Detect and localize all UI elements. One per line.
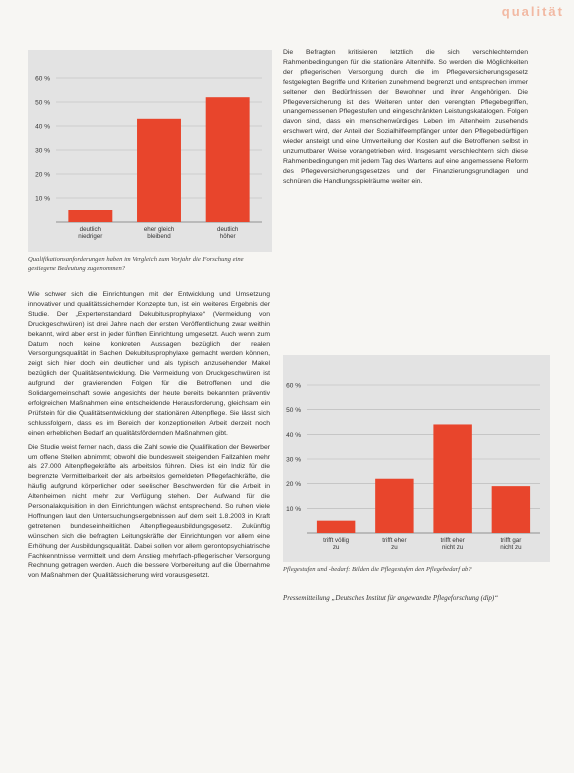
x-category-label: trifft eher zu	[382, 537, 407, 551]
y-tick-label: 40 %	[35, 123, 50, 131]
right-text-column	[283, 48, 528, 191]
chart-2-caption: Pflegestufen und -bedarf: Bilden die Pflegestufen den Pflegebedarf ab?	[283, 566, 472, 573]
bar	[375, 479, 413, 533]
bar	[317, 521, 355, 533]
x-category-label: eher gleich bleibend	[143, 226, 175, 240]
chart-2-svg	[283, 355, 550, 562]
left-text-column	[28, 290, 270, 585]
bar	[492, 486, 530, 533]
y-tick-label: 10 %	[35, 195, 50, 203]
bar-chart-qualification	[28, 50, 272, 252]
x-category-label: deutlich höher	[217, 226, 239, 240]
y-tick-label: 50 %	[286, 407, 301, 415]
y-tick-label: 20 %	[286, 481, 301, 489]
y-tick-label: 10 %	[286, 505, 301, 513]
bar	[433, 424, 471, 533]
y-tick-label: 30 %	[286, 456, 301, 464]
x-category-label: trifft gar nicht zu	[500, 537, 522, 551]
bar	[137, 119, 181, 222]
x-category-label: deutlich niedriger	[78, 226, 103, 240]
source-line: Pressemitteilung „Deutsches Institut für angewandte Pflegeforschung (dip)“	[283, 594, 499, 602]
y-tick-label: 30 %	[35, 147, 50, 155]
bar	[206, 97, 250, 222]
x-category-label: trifft eher nicht zu	[440, 537, 465, 551]
y-tick-label: 60 %	[286, 382, 301, 390]
paragraph: Wie schwer sich die Einrichtungen mit der Entwicklung und Umsetzung innovativer und qualitätssichernder Konzepte tun, ist ein weiteres Ergebnis der Studie. Der „Expertenstandard Dekubitusprophylaxe“ (Vermeidung von Druckgeschwüren) ist drei Jahre nach der ersten Veröffentlichung zwar weithin bekannt, wird aber erst in jeder fünften Einrichtung umgesetzt. Auch wenn zum Datum noch keine konkreten Aussagen bezüglich der realen Versorgungsqualität in Sachen Dekubitusprophylaxe gemacht werden können, zeigt sich hier doch ein deutlicher und als typisch anzusehender Makel bezüglich der Qualitätsentwicklung. Die Vermeidung von Druckgeschwüren ist aufgrund der gravierenden Folgen für die Betroffenen und die Solidargemeinschaft sowie angesichts der heute bereits bekannten präventiv erfolgreichen Maßnahmen eine entscheidende Herausforderung, gleichsam ein Prüfstein für die Qualitätsentwicklung der stationären Altenpflege. Sie lässt sich schlussfolgern, dass es im Bereich der konzeptionellen Arbeit derzeit noch einen erheblichen Bedarf an qualitätsfördernden Maßnahmen gibt.	[28, 291, 270, 437]
chart-1-svg	[28, 50, 272, 252]
bar-chart-care-levels	[283, 355, 550, 562]
running-head: qualität	[501, 4, 564, 19]
x-category-label: trifft völlig zu	[323, 537, 350, 551]
y-tick-label: 60 %	[35, 75, 50, 83]
y-tick-label: 40 %	[286, 431, 301, 439]
chart-1-caption: Qualifikationsanforderungen haben im Vergleich zum Vorjahr die Forschung eine gestiegene Bedeutung zugenommen?	[28, 256, 244, 272]
y-tick-label: 20 %	[35, 171, 50, 179]
y-tick-label: 50 %	[35, 99, 50, 107]
bar	[68, 210, 112, 222]
paragraph: Die Studie weist ferner nach, dass die Zahl sowie die Qualifikation der Bewerber um offene Stellen abnimmt; obwohl die bundesweit steigenden Fallzahlen mehr als 27.000 Altenpflegekräfte als arbeitslos führen. Dies ist ein Indiz für die begrenzte Vermittelbarkeit der als arbeitslos gemeldeten Pflegefachkräfte, die häufig aufgrund körperlicher oder seelischer Beschwerden für die Arbeit in Altenheimen nicht mehr zur Verfügung stehen. Der Aufwand für die Personalakquisition in den Einrichtungen wächst entsprechend. So ruhen viele Hoffnungen laut den Untersuchungsergebnissen auf dem seit 1.8.2003 in Kraft getretenen bundeseinheitlichen Altenpflegeausbildungsgesetz. Zukünftig wünschen sich die befragten Leitungskräfte der Einrichtungen vor allem eine Erhöhung der Ausbildungsqualität. Dabei sollen vor allem gerontopsychiatrische Fachkenntnisse vermittelt und dem Anstieg mehrfach-pflegerischer Versorgung Rechnung getragen werden. Auch die bessere Vorbereitung auf die Übernahme von Maßnahmen der Qualitätssicherung wird vorausgesetzt.	[28, 443, 270, 580]
paragraph: Die Befragten kritisieren letztlich die sich verschlechternden Rahmenbedingungen für die stationäre Altenhilfe. So werden die Möglichkeiten der pflegerischen Versorgung durch die im Pflegeversicherungsgesetz festgelegten Begriffe und Kriterien zunehmend begrenzt und entsprechen immer seltener den Bedürfnissen der Bewohner und ihrer Angehörigen. Die Pflegeversicherung ist des Weiteren unter den verengten Pflegebegriffen, unangemessenen Pflegestufen und eingeschränkten Leistungskatalogen. Folgen davon sind, dass ein menschenwürdiges Leben im Altenheim zusehends erschwert wird, der Anteil der Sozialhilfeempfänger unter den Pflegebedürftigen wieder ansteigt und eine Umverteilung der Kosten auf die Betroffenen selbst in unzumutbarer Weise vorangetrieben wird. Insgesamt verschlechtern sich diese Rahmenbedingungen mit jedem Tag des Wartens auf eine angemessene Reform des Pflegeversicherungsgesetzes und der Finanzierungsgrundlagen und schnüren die Handlungsspielräume weiter ein.	[283, 49, 528, 185]
